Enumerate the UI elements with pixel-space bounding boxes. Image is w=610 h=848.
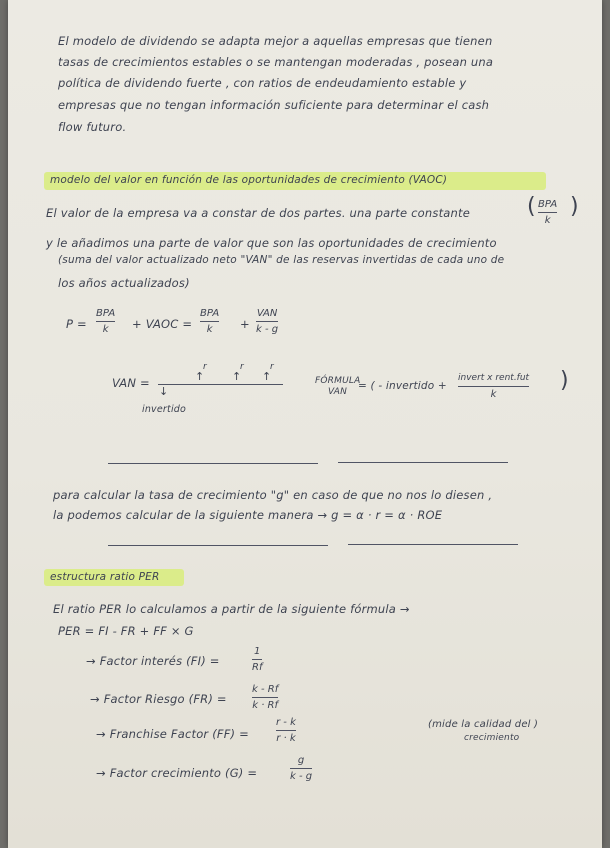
paren-open: ( xyxy=(527,194,536,219)
factor-risk-label: → Factor Riesgo (FR) = xyxy=(90,692,227,706)
plus-vaoc-equals: + VAOC = xyxy=(132,317,193,331)
up-arrow-icon: ↑ xyxy=(195,370,205,383)
plus-sign: + xyxy=(240,317,250,331)
franchise-factor-fraction xyxy=(276,716,296,745)
fraction-numerator: 1 xyxy=(254,646,261,657)
formula-van-equals: = ( - invertido + xyxy=(358,380,447,392)
divider-line xyxy=(108,545,328,546)
growth-text-line-1: para calcular la tasa de crecimiento "g" en caso de que no nos lo diesen , xyxy=(53,488,493,502)
fraction-bar xyxy=(200,321,219,322)
paren-close: ) xyxy=(570,194,579,219)
formula-fraction-2 xyxy=(200,307,219,336)
growth-factor-fraction xyxy=(290,754,312,783)
fraction-bar xyxy=(290,768,312,769)
divider-line xyxy=(108,463,318,464)
per-formula: PER = FI - FR + FF × G xyxy=(58,624,194,638)
formula-van-label-top: FÓRMULA xyxy=(315,376,361,386)
vaoc-paragraph-line-2: y le añadimos una parte de valor que son las oportunidades de crecimiento xyxy=(46,236,497,250)
fraction-bar xyxy=(458,386,529,387)
notebook-page xyxy=(8,0,602,848)
price-equals: P = xyxy=(66,317,87,331)
fraction-denominator: r · k xyxy=(276,733,296,744)
vaoc-paragraph-line-4: los años actualizados) xyxy=(58,276,190,290)
section-heading-per: estructura ratio PER xyxy=(50,571,160,583)
franchise-factor-label: → Franchise Factor (FF) = xyxy=(96,727,249,741)
formula-fraction-1 xyxy=(96,307,115,336)
fraction-denominator: k - g xyxy=(256,324,279,335)
invertido-label: invertido xyxy=(142,404,187,415)
timeline-axis xyxy=(158,384,283,385)
fraction-denominator: k · Rf xyxy=(252,700,279,711)
fraction-denominator: Rf xyxy=(252,662,263,673)
factor-interest-label: → Factor interés (FI) = xyxy=(86,654,220,668)
fraction-numerator: k - Rf xyxy=(252,684,279,695)
paren-close: ) xyxy=(560,368,569,393)
intro-line-3: política de dividendo fuerte , con ratios de endeudamiento estable y xyxy=(58,76,467,90)
fraction-denominator: k - g xyxy=(290,771,313,782)
fraction-bar xyxy=(256,321,278,322)
up-arrow-icon: ↑ xyxy=(262,370,272,383)
fraction-bar xyxy=(538,212,557,213)
growth-factor-label: → Factor crecimiento (G) = xyxy=(96,766,258,780)
divider-line xyxy=(348,544,518,545)
formula-fraction-3 xyxy=(256,307,278,336)
fraction-denominator: k xyxy=(544,215,551,226)
intro-line-2: tasas de crecimientos estables o se mantengan moderadas , posean una xyxy=(58,55,494,69)
fraction-numerator: BPA xyxy=(538,199,558,210)
formula-van-fraction xyxy=(458,372,529,401)
fraction-denominator: k xyxy=(102,324,109,335)
fraction-numerator: g xyxy=(297,755,305,766)
vaoc-paragraph-line-1: El valor de la empresa va a constar de dos partes. una parte constante xyxy=(46,206,471,220)
van-diagram-label: VAN = xyxy=(112,376,150,390)
fraction-numerator: invert x rent.fut xyxy=(458,373,530,383)
fraction-bar xyxy=(96,321,115,322)
intro-line-4: empresas que no tengan información suficiente para determinar el cash xyxy=(58,98,490,112)
fraction-numerator: BPA xyxy=(96,308,116,319)
tick-label-r: r xyxy=(240,362,244,372)
formula-van-label-bottom: VAN xyxy=(328,387,348,397)
growth-text-line-2: la podemos calcular de la siguiente manera → g = α · r = α · ROE xyxy=(53,508,443,522)
intro-line-5: flow futuro. xyxy=(58,120,127,134)
fraction-bar xyxy=(252,697,278,698)
intro-line-1: El modelo de dividendo se adapta mejor a aquellas empresas que tienen xyxy=(58,34,493,48)
factor-interest-fraction xyxy=(252,645,262,674)
fraction-denominator: k xyxy=(206,324,213,335)
tick-label-r: r xyxy=(270,362,274,372)
franchise-note-line-2: crecimiento xyxy=(464,733,520,743)
vaoc-paragraph-line-3: (suma del valor actualizado neto "VAN" de las reservas invertidas de cada uno de xyxy=(58,254,505,266)
franchise-note-line-1: (mide la calidad del ) xyxy=(428,719,539,730)
fraction-denominator: k xyxy=(490,389,497,400)
factor-risk-fraction xyxy=(252,683,278,712)
bpa-over-k-fraction xyxy=(538,198,557,227)
per-intro: El ratio PER lo calculamos a partir de la siguiente fórmula → xyxy=(53,602,410,616)
fraction-bar xyxy=(252,659,262,660)
section-heading-vaoc: modelo del valor en función de las oportunidades de crecimiento (VAOC) xyxy=(50,174,448,186)
fraction-numerator: r - k xyxy=(276,717,296,728)
divider-line xyxy=(338,462,508,463)
fraction-numerator: VAN xyxy=(256,308,278,319)
down-arrow-icon: ↓ xyxy=(159,385,169,398)
tick-label-r: r xyxy=(203,362,207,372)
up-arrow-icon: ↑ xyxy=(232,370,242,383)
fraction-numerator: BPA xyxy=(200,308,220,319)
fraction-bar xyxy=(276,730,296,731)
